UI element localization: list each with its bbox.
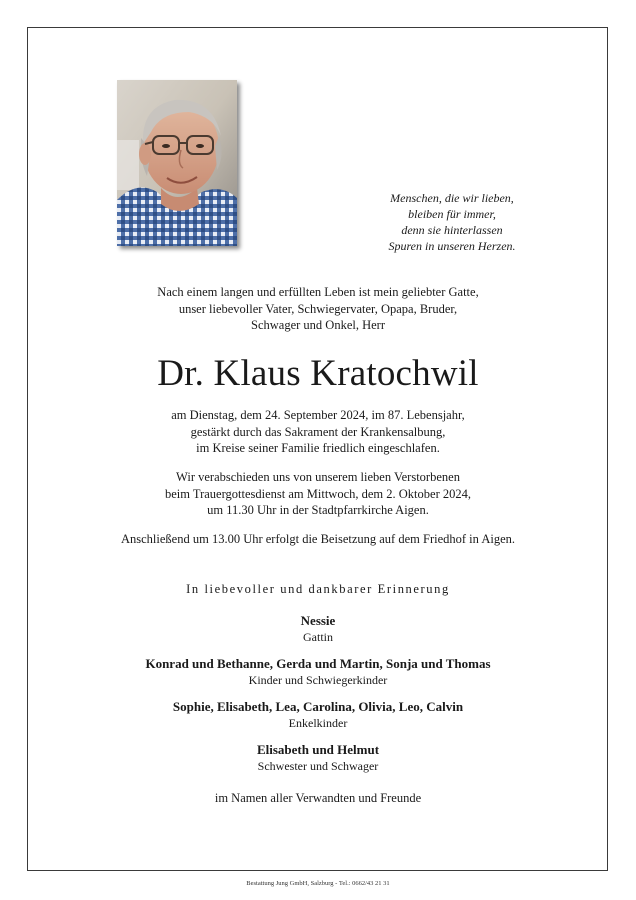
- death-notice: [40, 407, 596, 457]
- intro-line: unser liebevoller Vater, Schwiegervater, Opapa, Bruder,: [178, 301, 458, 316]
- portrait-photo: [117, 80, 237, 246]
- burial-line: Anschließend um 13.00 Uhr erfolgt die Beisetzung auf dem Friedhof in Aigen.: [120, 532, 515, 546]
- mourner-group: [40, 612, 596, 645]
- deceased-name: Dr. Klaus Kratochwil: [157, 353, 479, 394]
- mourner-names: Elisabeth und Helmut: [256, 742, 380, 757]
- mourner-group: [40, 698, 596, 731]
- intro-line: Nach einem langen und erfüllten Leben ist mein geliebter Gatte,: [157, 285, 479, 299]
- service-line: Wir verabschieden uns von unserem lieben Verstorbenen: [176, 470, 460, 484]
- mourner-names: Nessie: [300, 613, 336, 628]
- mourner-names: Konrad und Bethanne, Gerda und Martin, Sonja und Thomas: [145, 656, 491, 671]
- mourner-relation: Kinder und Schwiegerkinder: [248, 673, 388, 687]
- death-notice-line: im Kreise seiner Familie friedlich eingeschlafen.: [196, 441, 440, 455]
- funeral-home-footer: Bestattung Jung GmbH, Salzburg - Tel.: 0662/43 21 31: [246, 880, 390, 887]
- service-line: beim Trauergottesdienst am Mittwoch, dem 2. Oktober 2024,: [165, 486, 471, 501]
- quote-line: denn sie hinterlassen: [401, 223, 503, 237]
- mourner-relation: Gattin: [303, 630, 333, 644]
- intro-line: Schwager und Onkel, Herr: [251, 318, 385, 332]
- burial-info: [40, 531, 596, 548]
- closing-line: im Namen aller Verwandten und Freunde: [214, 791, 422, 805]
- intro-text: [60, 284, 576, 334]
- mourner-names: Sophie, Elisabeth, Lea, Carolina, Olivia, Leo, Calvin: [172, 699, 464, 714]
- death-notice-line: am Dienstag, dem 24. September 2024, im 87. Lebensjahr,: [171, 408, 465, 422]
- quote-line: Spuren in unseren Herzen.: [388, 239, 516, 253]
- mourner-relation: Enkelkinder: [288, 716, 348, 730]
- death-notice-line: gestärkt durch das Sakrament der Krankensalbung,: [190, 424, 446, 439]
- service-line: um 11.30 Uhr in der Stadtpfarrkirche Aigen.: [207, 503, 429, 517]
- mourner-relation: Schwester und Schwager: [257, 759, 379, 773]
- funeral-service: [40, 469, 596, 519]
- quote-line: Menschen, die wir lieben,: [390, 191, 514, 205]
- memorial-quote: [343, 190, 561, 254]
- mourner-group: [40, 741, 596, 774]
- mourner-group: [40, 655, 596, 688]
- memory-heading: In liebevoller und dankbarer Erinnerung: [186, 582, 450, 596]
- quote-line: bleiben für immer,: [408, 207, 496, 221]
